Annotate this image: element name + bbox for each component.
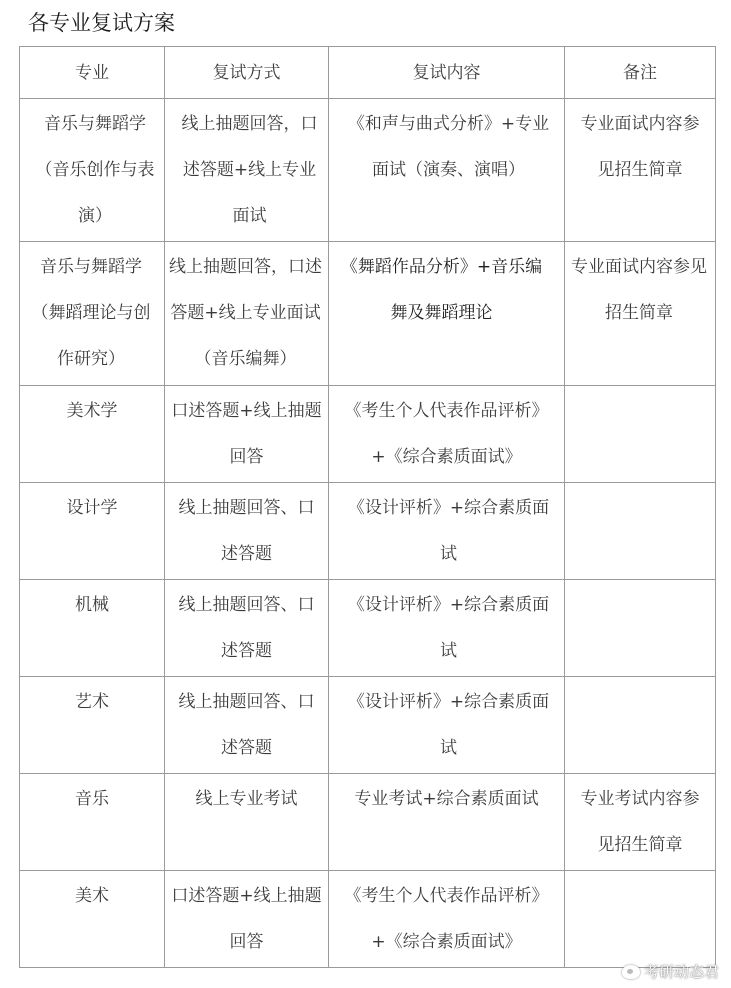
cell-major: 美术学	[20, 386, 165, 483]
cell-major: 音乐与舞蹈学（音乐创作与表演）	[20, 99, 165, 242]
cell-content: 《考生个人代表作品评析》+《综合素质面试》	[329, 871, 565, 968]
cell-content: 《设计评析》+综合素质面试	[329, 677, 565, 774]
cell-note	[565, 871, 716, 968]
cell-major: 艺术	[20, 677, 165, 774]
header-method: 复试方式	[165, 47, 329, 99]
cell-method: 线上抽题回答、口述答题	[165, 580, 329, 677]
watermark	[622, 961, 719, 982]
page-title: 各专业复试方案	[28, 11, 175, 35]
cell-method: 线上抽题回答、口述答题	[165, 677, 329, 774]
cell-major: 设计学	[20, 483, 165, 580]
table-row	[20, 386, 716, 483]
table-row	[20, 242, 716, 386]
cell-note: 专业面试内容参见招生简章	[565, 99, 716, 242]
exam-plan-table	[19, 46, 716, 968]
table-row	[20, 483, 716, 580]
cell-note	[565, 677, 716, 774]
table-row	[20, 774, 716, 871]
cell-method: 线上抽题回答，口述答题+线上专业面试	[165, 99, 329, 242]
watermark-text: 考研动态君	[643, 963, 719, 981]
cell-method: 口述答题+线上抽题回答	[165, 386, 329, 483]
header-major: 专业	[20, 47, 165, 99]
cell-major: 美术	[20, 871, 165, 968]
table-row	[20, 99, 716, 242]
cell-method: 线上专业考试	[165, 774, 329, 871]
cell-method: 线上抽题回答，口述答题+线上专业面试（音乐编舞）	[165, 242, 329, 386]
cell-note	[565, 386, 716, 483]
cell-note: 专业面试内容参见招生简章	[565, 242, 716, 386]
table-row	[20, 871, 716, 968]
weibo-icon	[622, 965, 640, 979]
table-header-row	[20, 47, 716, 99]
table-row	[20, 677, 716, 774]
cell-content: 《考生个人代表作品评析》+《综合素质面试》	[329, 386, 565, 483]
cell-major: 机械	[20, 580, 165, 677]
cell-content: 《设计评析》+综合素质面试	[329, 580, 565, 677]
cell-note	[565, 580, 716, 677]
cell-content: 《设计评析》+综合素质面试	[329, 483, 565, 580]
cell-note: 专业考试内容参见招生简章	[565, 774, 716, 871]
cell-method: 线上抽题回答、口述答题	[165, 483, 329, 580]
cell-method: 口述答题+线上抽题回答	[165, 871, 329, 968]
cell-major: 音乐	[20, 774, 165, 871]
header-content: 复试内容	[329, 47, 565, 99]
cell-content: 专业考试+综合素质面试	[329, 774, 565, 871]
cell-note	[565, 483, 716, 580]
cell-content: 《和声与曲式分析》+专业面试（演奏、演唱）	[329, 99, 565, 242]
cell-major: 音乐与舞蹈学（舞蹈理论与创作研究）	[20, 242, 165, 386]
cell-content: 《舞蹈作品分析》+音乐编舞及舞蹈理论	[329, 242, 565, 386]
table-row	[20, 580, 716, 677]
header-note: 备注	[565, 47, 716, 99]
